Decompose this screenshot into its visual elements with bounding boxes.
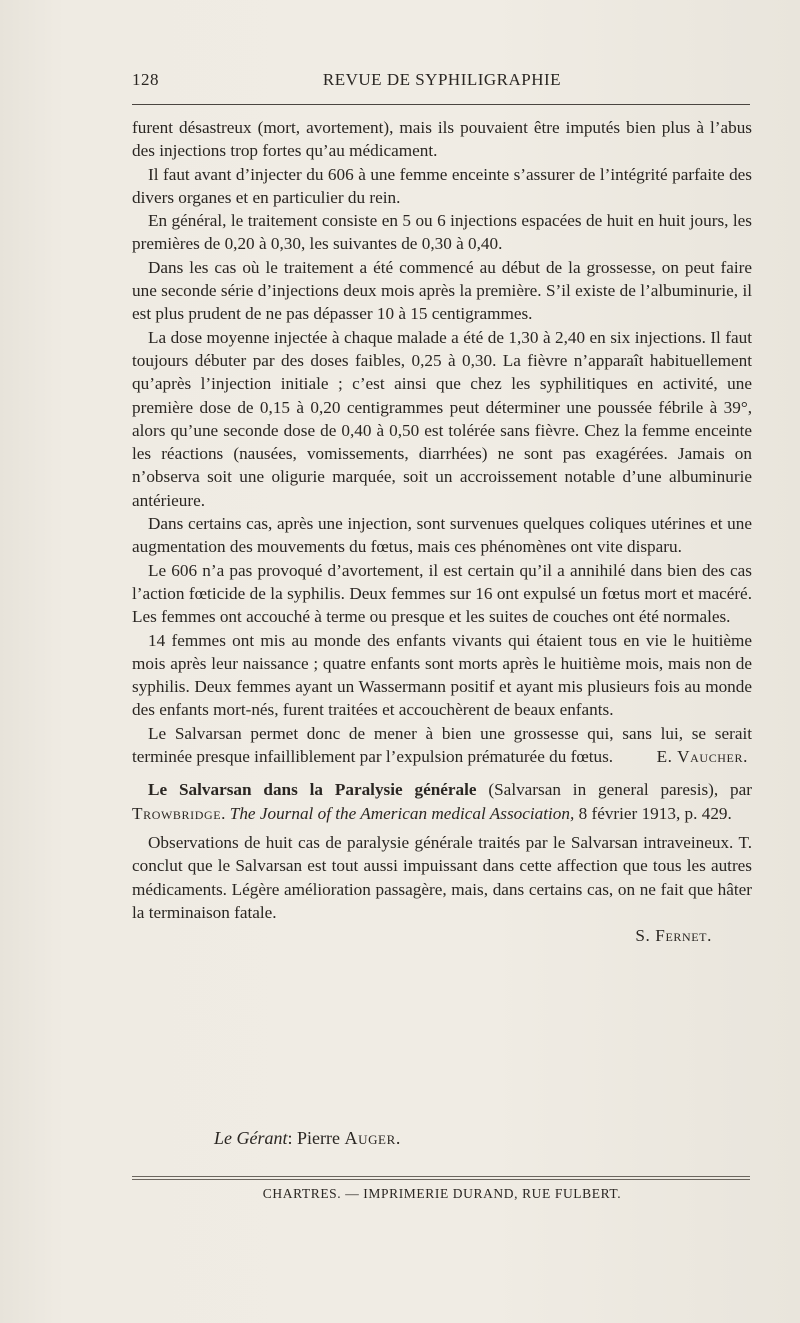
review-heading xyxy=(132,778,752,825)
main-text xyxy=(132,116,752,947)
review-title: Le Salvarsan dans la Paralysie générale xyxy=(148,780,477,800)
paragraph: 14 femmes ont mis au monde des enfants vivants qui étaient tous en vie le huitième mois après leur naissance ; quatre enfants sont morts après le huitième mois, mais non de syphilis. Deux femmes ayant un Wassermann positif et ayant mis plusieurs fois au monde des enfants mort-nés, furent traitées et accouchèrent de beaux enfants. xyxy=(132,630,752,720)
review-citation-c: 8 février 1913, p. 429. xyxy=(574,803,732,823)
review-journal: The Journal of the American medical Association, xyxy=(229,803,575,823)
running-title: REVUE DE SYPHILIGRAPHIE xyxy=(322,70,562,89)
review-citation-a: (Salvarsan in general paresis), par xyxy=(476,780,752,800)
paragraph: Dans certains cas, après une injection, sont survenues quelques coliques utérines et une augmentation des mouvements du fœtus, mais ces phénomènes ont vite disparu. xyxy=(132,514,752,557)
paragraph: Il faut avant d’injecter du 606 à une femme enceinte s’assurer de l’intégrité parfaite des divers organes et en particulier du rein. xyxy=(132,164,752,207)
printer-imprint: CHARTRES. — IMPRIMERIE DURAND, RUE FULBERT. xyxy=(262,1186,622,1201)
review-author: Trowbridge xyxy=(132,803,222,823)
header-rule xyxy=(132,104,750,105)
gerant-label: Le Gérant xyxy=(214,1128,288,1148)
paragraph: Dans les cas où le traitement a été commencé au début de la grossesse, on peut faire une seconde série d’injections deux mois après la première. S’il existe de l’albuminurie, il est plus prudent de ne pas dépasser 10 à 15 centigrammes. xyxy=(132,257,752,324)
running-header xyxy=(132,70,752,94)
paragraph-continuation: furent désastreux (mort, avortement), mais ils pouvaient être imputés bien plus à l’abus des injections trop fortes qu’au médicament. xyxy=(132,118,752,161)
paragraph: Le 606 n’a pas provoqué d’avortement, il est certain qu’il a annihilé dans bien des cas l’action fœticide de la syphilis. Deux femmes sur 16 ont expulsé un fœtus mort et macéré. Les femmes ont accouché à terme ou presque et les suites de couches ont été normales. xyxy=(132,560,752,627)
footer-rule xyxy=(132,1176,750,1177)
gerant-line xyxy=(214,1128,401,1149)
paragraph: En général, le traitement consiste en 5 ou 6 injections espacées de huit en huit jours, les premières de 0,20 à 0,30, les suivantes de 0,30 à 0,40. xyxy=(132,211,752,254)
gerant-name: Auger. xyxy=(344,1128,401,1148)
spacer xyxy=(132,768,752,778)
page-number: 128 xyxy=(132,70,159,89)
signature-vaucher: E. Vaucher. xyxy=(656,747,748,767)
paragraph: Le Salvarsan permet donc de mener à bien une grossesse qui, sans lui, se serait terminée presque infailliblement par l’expulsion prématurée du fœtus. xyxy=(132,723,752,767)
footer-rule xyxy=(132,1179,750,1180)
paragraph: La dose moyenne injectée à chaque malade a été de 1,30 à 2,40 en six injections. Il faut toujours débuter par des doses faibles, 0,25 à 0,30. La fièvre n’apparaît habituellement qu’après l’injection initiale ; c’est ainsi que chez les syphilitiques en activité, une première dose de 0,15 à 0,20 centigrammes peut déterminer une poussée fébrile à 39°, alors qu’une seconde dose de 0,40 à 0,50 est tolérée sans fièvre. Chez la femme enceinte les réactions (nausées, vomissements, diarrhées) ne sont pas exagérées. Jamais on n’observa soit une oligurie marquée, soit un accroissement notable d’une albuminurie antérieure. xyxy=(132,327,752,510)
review-summary: Observations de huit cas de paralysie générale traités par le Salvarsan intraveineux. T. conclut que le Salvarsan est tout aussi impuissant dans cette affection que tous les autres médicaments. Légère amélioration passagère, mais, dans certains cas, on ne fait que hâter la terminaison fatale. xyxy=(132,832,752,922)
review-citation-b: . xyxy=(221,803,230,823)
signature-fernet: S. Fernet. xyxy=(635,926,712,946)
gerant-separator: : Pierre xyxy=(287,1128,345,1148)
